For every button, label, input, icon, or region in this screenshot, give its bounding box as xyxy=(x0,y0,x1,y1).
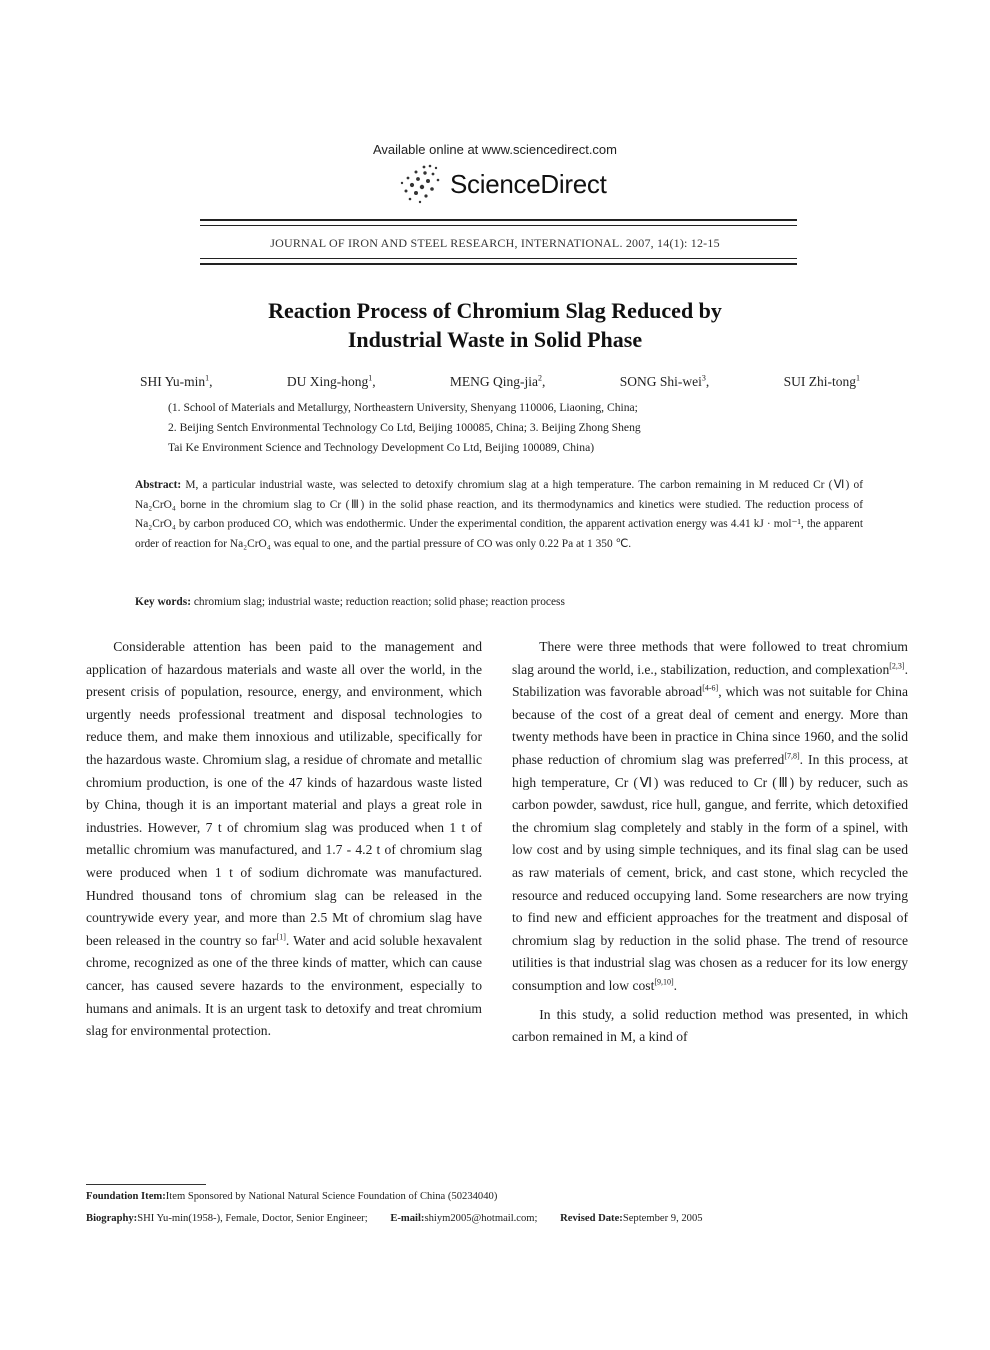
keywords-text: chromium slag; industrial waste; reduction reaction; solid phase; reaction process xyxy=(193,596,565,608)
body-column-right xyxy=(512,636,908,1049)
affiliation-line: 2. Beijing Sentch Environmental Technology Co Ltd, Beijing 100085, China; 3. Beijing Zhong Sheng xyxy=(168,421,641,434)
sciencedirect-dots-icon xyxy=(380,163,446,207)
author: MENG Qing-jia$^2$, xyxy=(449,373,546,389)
footnote-biography: Biography:SHI Yu-min(1958-), Female, Doctor, Senior Engineer; E-mail:shiym2005@hotmail.com; Revised Date:September 9, 2005 xyxy=(86,1213,703,1224)
abstract-label: Abstract: xyxy=(135,479,182,491)
keywords xyxy=(135,596,863,608)
footnote-foundation: Foundation Item:Item Sponsored by National Natural Science Foundation of China (50234040) xyxy=(86,1191,498,1202)
paper-title-line-2: Industrial Waste in Solid Phase xyxy=(347,327,643,352)
abstract-text: M, a particular industrial waste, was selected to detoxify chromium slag at a high temperature. The carbon remaining in M reduced Cr (Ⅵ) of Na₂CrO₄ borne in the chromium slag to Cr (Ⅲ) in the solid phase reaction, and its thermodynamics and kinetics were studied. The reduction process of Na₂CrO₄ by carbon produced CO, which was endothermic. Under the experimental condition, the apparent activation energy was 4.41 kJ · mol⁻¹, the apparent order of reaction for Na₂CrO₄ was equal to one, and the partial pressure of CO was only 0.22 Pa at 1 350 ℃. xyxy=(135,479,863,550)
affiliation-line: Tai Ke Environment Science and Technology Development Co Ltd, Beijing 100089, China) xyxy=(168,441,595,454)
available-online-line: Available online at www.sciencedirect.com xyxy=(373,142,617,157)
header-rule-bottom xyxy=(200,263,797,265)
sciencedirect-logo xyxy=(380,163,620,207)
citation-ref: [7,8] xyxy=(784,751,800,761)
footnote-rule xyxy=(86,1184,206,1185)
citation-ref: [9,10] xyxy=(654,977,674,987)
header-rule-top-thin xyxy=(200,225,797,226)
author: DU Xing-hong$^1$, xyxy=(286,373,376,389)
paper-title xyxy=(0,296,990,354)
journal-citation: JOURNAL OF IRON AND STEEL RESEARCH, INTERNATIONAL. 2007, 14(1): 12-15 xyxy=(270,236,720,250)
body-paragraph: In this study, a solid reduction method was presented, in which carbon remained in M, a kind of xyxy=(512,1006,908,1045)
paper-title-line-1: Reaction Process of Chromium Slag Reduced by xyxy=(268,298,722,323)
citation-ref: [4-6] xyxy=(702,683,719,693)
sciencedirect-wordmark: ScienceDirect xyxy=(450,169,607,199)
citation-ref: [1] xyxy=(276,932,286,942)
header-rule-bottom-thin xyxy=(200,258,797,259)
author: SUI Zhi-tong$^1$ xyxy=(783,373,860,389)
body-paragraph: Considerable attention has been paid to the management and application of hazardous materials and waste all over the world, in the present crisis of population, resource, energy, and environment, which urgently needs professional treatment and disposal technologies to reduce them, and make them innoxious and utilizable, specifically for the hazardous waste. Chromium slag, a residue of chromate and metallic chromium production, is one of the 47 kinds of hazardous waste listed by China, though it is an important material and plays a great role in industries. However, 7 t of chromium slag was produced when 1 t of metallic chromium was manufactured, and 1.7 - 4.2 t of chromium slag were produced when 1 t of sodium dichromate was manufactured. Hundred thousand tons of chromium slag can be released in the countrywide every year, and more than 2.5 Mt of chromium slag have been released in the country so far[1]. Water and acid soluble hexavalent chrome, recognized as one of the three kinds of matter, which can cause cancer, has caused severe hazards to the environment, especially to humans and animals. It is an urgent task to detoxify and treat chromium slag for environmental protection. xyxy=(86,639,482,1039)
author-email: shiym2005@hotmail.com; xyxy=(424,1213,538,1224)
keywords-label: Key words: xyxy=(135,596,191,608)
author: SHI $Yu-\min^1$, xyxy=(140,373,213,389)
author-list xyxy=(140,374,860,390)
body-paragraph: There were three methods that were followed to treat chromium slag around the world, i.e., stabilization, reduction, and complexation[2,3]. Stabilization was favorable abroad[4-6], which was not suitable for China because of the cost of a great deal of cement and energy. More than twenty methods have been in practice in China since 1960, and the solid phase reduction of chromium slag was preferred[7,8]. In this process, at high temperature, Cr (Ⅵ) was reduced to Cr (Ⅲ) by reducer, such as carbon powder, sawdust, rice hull, gangue, and ferrite, which detoxified the chromium slag completely and stably in the form of a spinel, with low cost and by using simple techniques, and its final slag can be used as raw materials of cement, brick, and cast stone, which recycled the resource and reduced occupying land. Some researchers are now trying to find new and efficient approaches for the treatment and disposal of chromium slag by reduction in the solid phase. The trend of resource utilities is that industrial slag was chosen as a reducer for its low energy consumption and low cost[9,10]. xyxy=(512,639,909,993)
abstract xyxy=(135,476,863,554)
affiliation-line: (1. School of Materials and Metallurgy, Northeastern University, Shenyang 110006, Liaoning, China; xyxy=(168,401,638,414)
header-rule-top xyxy=(200,219,797,221)
author: SONG Shi-wei$^3$, xyxy=(619,373,710,389)
body-column-left xyxy=(86,636,482,1043)
citation-ref: [2,3] xyxy=(889,661,905,671)
